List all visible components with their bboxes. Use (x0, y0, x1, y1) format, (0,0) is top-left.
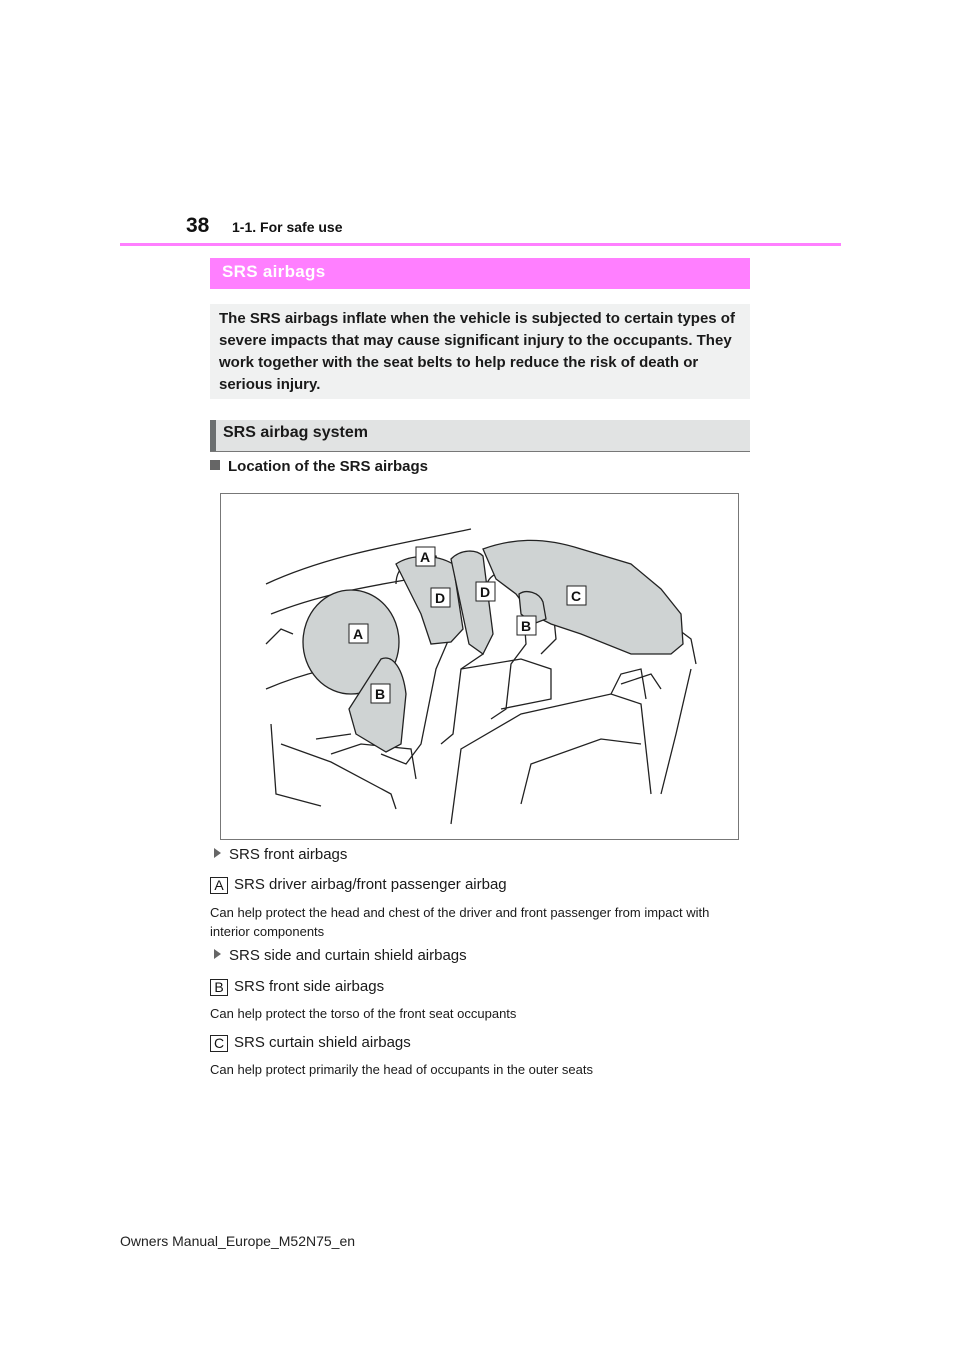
item-curtain-shield-airbags (210, 1034, 411, 1052)
label-c-box: C (210, 1035, 228, 1052)
item-front-side-airbags (210, 978, 384, 996)
page-title: SRS airbags (222, 262, 326, 281)
item-text: SRS curtain shield airbags (234, 1034, 411, 1051)
figure-label-a-top: A (420, 549, 431, 565)
item-description: Can help protect the head and chest of the driver and front passenger from impact with interior components (210, 905, 710, 939)
group-side-curtain-airbags (214, 947, 467, 964)
location-heading (210, 458, 428, 475)
item-text: SRS driver airbag/front passenger airbag (234, 876, 507, 893)
airbag-illustration (221, 494, 738, 839)
title-bar (210, 258, 750, 289)
figure-label-d-left: D (435, 590, 446, 606)
footer-text: Owners Manual_Europe_M52N75_en (120, 1233, 356, 1249)
item-text: SRS front side airbags (234, 978, 385, 995)
header-divider (120, 243, 841, 246)
subsection-title: SRS airbag system (223, 424, 368, 441)
group-title: SRS side and curtain shield airbags (229, 947, 467, 964)
intro-text: The SRS airbags inflate when the vehicle is subjected to certain types of severe impacts that may cause significant injury to the occupants. They work together with the seat belts to help reduce the risk of death or serious injury. (219, 310, 735, 393)
group-front-airbags (214, 846, 347, 863)
triangle-bullet-icon (214, 949, 221, 959)
airbag-location-figure (220, 493, 739, 840)
figure-label-d-right: D (480, 584, 491, 600)
figure-label-c: C (571, 588, 582, 604)
figure-label-b-left: B (375, 686, 386, 702)
item-description: Can help protect primarily the head of occupants in the outer seats (210, 1062, 593, 1077)
page-number: 38 (186, 214, 210, 237)
subsection-accent (210, 420, 216, 451)
triangle-bullet-icon (214, 848, 221, 858)
location-heading-text: Location of the SRS airbags (228, 458, 429, 475)
subsection-bar (210, 420, 750, 452)
figure-label-b-right: B (521, 618, 532, 634)
group-title: SRS front airbags (229, 846, 348, 863)
label-b-box: B (210, 979, 228, 996)
figure-label-a-wheel: A (353, 626, 364, 642)
square-bullet-icon (210, 460, 220, 470)
section-header: 1-1. For safe use (232, 219, 343, 235)
item-driver-passenger-airbag (210, 876, 507, 894)
item-description: Can help protect the torso of the front seat occupants (210, 1006, 517, 1021)
label-a-box: A (210, 877, 228, 894)
intro-box (210, 304, 750, 399)
